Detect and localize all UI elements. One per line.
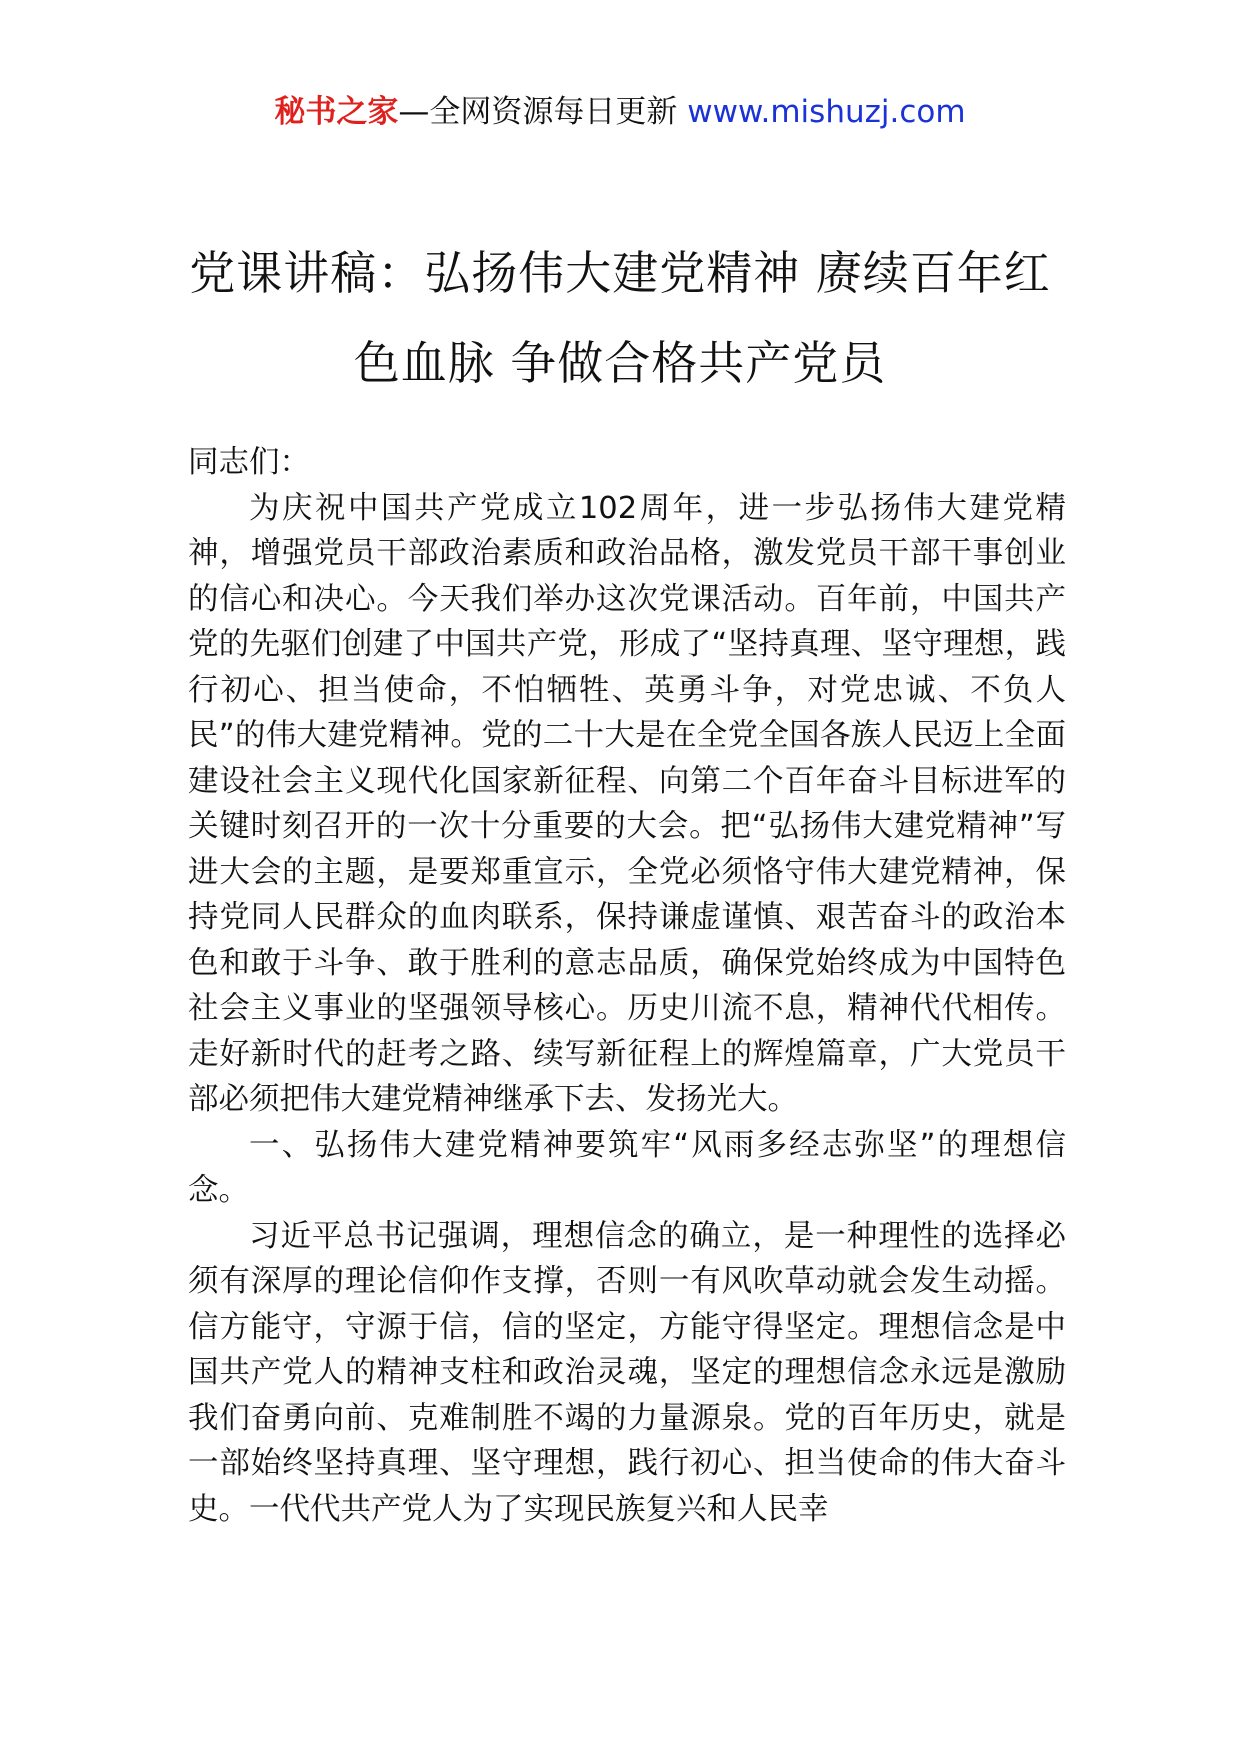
paragraph-intro: 为庆祝中国共产党成立102周年，进一步弘扬伟大建党精神，增强党员干部政治素质和政治品格，激发党员干部干事创业的信心和决心。今天我们举办这次党课活动。百年前，中国共产党的先驱们创建了中国共产党，形成了“坚持真理、坚守理想，践行初心、担当使命，不怕牺牲、英勇斗争，对党忠诚、不负人民”的伟大建党精神。党的二十大是在全党全国各族人民迈上全面建设社会主义现代化国家新征程、向第二个百年奋斗目标进军的关键时刻召开的一次十分重要的大会。把“弘扬伟大建党精神”写进大会的主题，是要郑重宣示，全党必须恪守伟大建党精神，保持党同人民群众的血肉联系，保持谦虚谨慎、艰苦奋斗的政治本色和敢于斗争、敢于胜利的意志品质，确保党始终成为中国特色社会主义事业的坚强领导核心。历史川流不息，精神代代相传。走好新时代的赶考之路、续写新征程上的辉煌篇章，广大党员干部必须把伟大建党精神继承下去、发扬光大。 [188,490,1066,1117]
paragraph-section-1: 习近平总书记强调，理想信念的确立，是一种理性的选择必须有深厚的理论信仰作支撑，否则一有风吹草动就会发生动摇。信方能守，守源于信，信的坚定，方能守得坚定。理想信念是中国共产党人的精神支柱和政治灵魂，坚定的理想信念永远是激励我们奋勇向前、克难制胜不竭的力量源泉。党的百年历史，就是一部始终坚持真理、坚守理想，践行初心、担当使命的伟大奋斗史。一代代共产党人为了实现民族复兴和人民幸 [188,1218,1066,1527]
site-header [0,92,1240,132]
document-body [188,440,1066,1532]
salutation: 同志们： [188,445,310,480]
header-slogan: —全网资源每日更新 [398,94,688,130]
site-url-link[interactable]: www.mishuzj.com [687,94,966,130]
document-title: 党课讲稿：弘扬伟大建党精神 赓续百年红色血脉 争做合格共产党员 [189,246,1051,390]
section-heading-1: 一、弘扬伟大建党精神要筑牢“风雨多经志弥坚”的理想信念。 [188,1127,1066,1208]
brand-name: 秘书之家 [274,94,399,130]
